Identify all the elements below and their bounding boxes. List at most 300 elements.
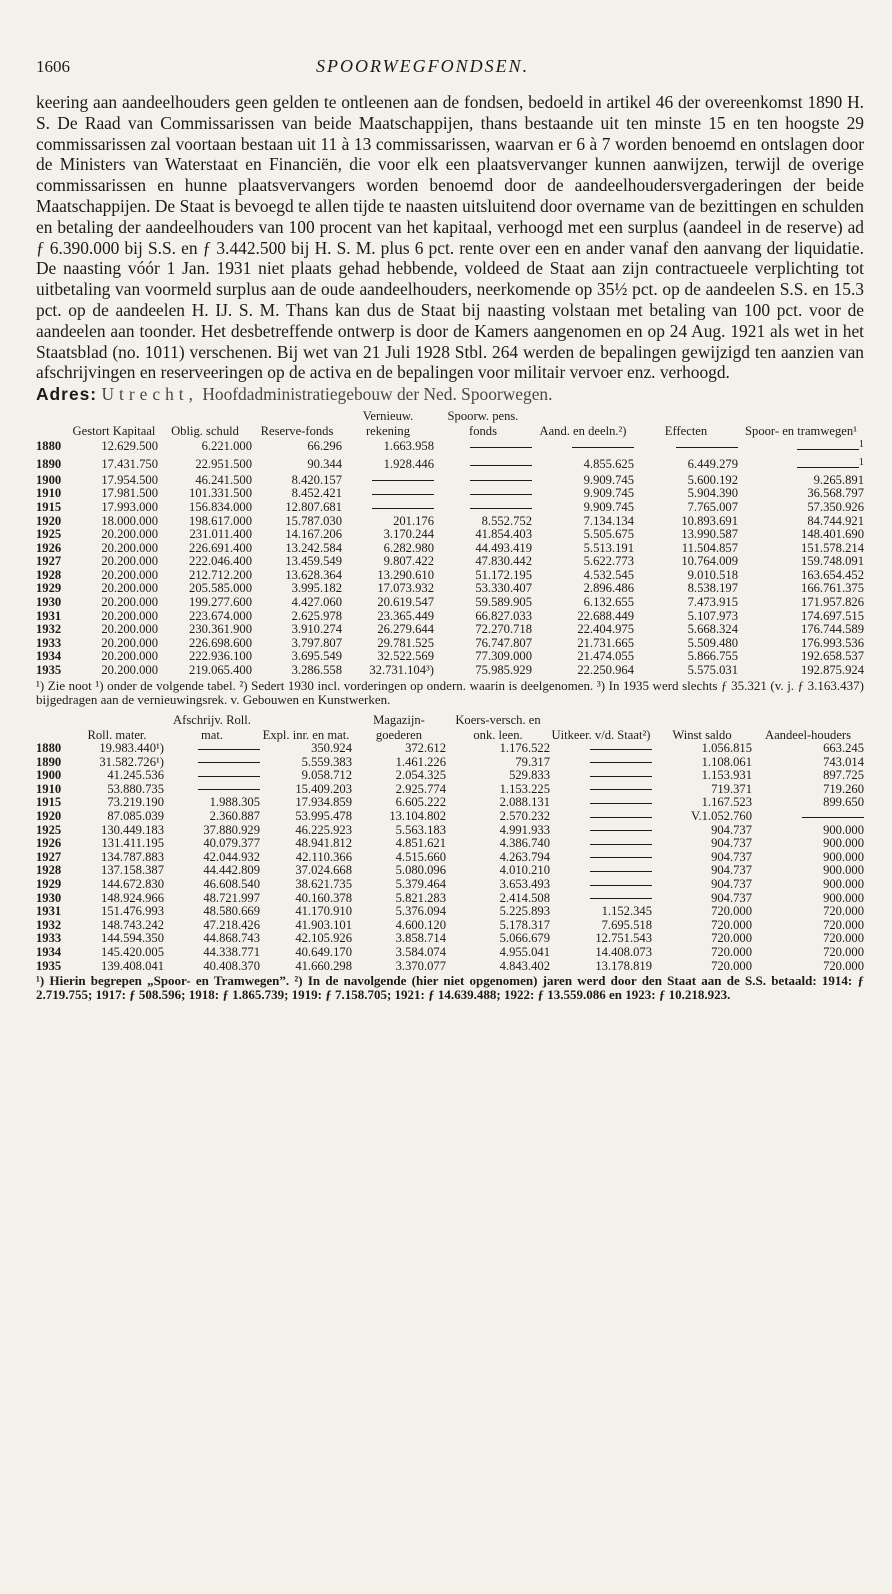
value-cell: 46.608.540 — [203, 877, 260, 891]
value-cell: 5.080.096 — [395, 864, 446, 878]
value-cell: 9.909.745 — [583, 500, 634, 514]
table-row — [36, 515, 864, 529]
table-row — [36, 474, 864, 488]
value-cell: 5.107.973 — [687, 609, 738, 623]
value-cell: 4.600.120 — [395, 918, 446, 932]
value-cell: 6.282.980 — [383, 541, 434, 555]
value-cell: 3.995.182 — [291, 582, 342, 596]
value-cell: 42.110.366 — [295, 850, 352, 864]
value-cell: 44.868.743 — [203, 932, 260, 946]
value-cell: 44.493.419 — [475, 541, 532, 555]
value-cell: 41.660.298 — [295, 959, 352, 973]
value-cell: 2.414.508 — [499, 891, 550, 905]
value-cell — [164, 756, 260, 770]
value-cell: 15.787.030 — [285, 514, 342, 528]
value-cell: 8.452.421 — [291, 487, 342, 501]
year-cell: 1880 — [36, 439, 62, 454]
empty-dash — [372, 508, 434, 509]
value-cell: 47.830.442 — [475, 555, 532, 569]
year-cell: 1930 — [36, 596, 62, 610]
value-cell: 372.612 — [405, 742, 446, 756]
value-cell: 743.014 — [823, 755, 864, 769]
value-cell: 17.431.750 — [101, 457, 158, 472]
table-row — [36, 438, 864, 456]
value-cell: 22.951.500 — [195, 457, 252, 472]
empty-dash — [676, 447, 738, 448]
value-cell: 899.650 — [823, 796, 864, 810]
value-cell: 2.360.887 — [209, 810, 260, 823]
table-row — [36, 756, 864, 770]
value-cell: 720.000 — [711, 905, 752, 919]
value-cell: 198.617.000 — [189, 514, 252, 528]
value-cell — [550, 783, 652, 797]
empty-dash — [198, 776, 260, 777]
table-row — [36, 623, 864, 637]
value-cell — [550, 864, 652, 878]
value-cell: 20.200.000 — [101, 568, 158, 582]
value-cell: 151.476.993 — [101, 905, 164, 919]
value-cell: 151.578.214 — [801, 541, 864, 555]
value-cell: 222.046.400 — [189, 555, 252, 569]
value-cell: 20.619.547 — [377, 596, 434, 610]
value-cell: 350.924 — [311, 742, 352, 756]
value-cell: 192.875.924 — [801, 664, 864, 678]
value-cell: 76.747.807 — [475, 636, 532, 650]
empty-dash — [590, 844, 652, 845]
value-cell: 231.011.400 — [189, 528, 252, 542]
value-cell: 13.242.584 — [285, 541, 342, 555]
value-cell: 1.153.225 — [499, 782, 550, 796]
year-cell: 1890 — [36, 755, 62, 769]
value-cell: 20.200.000 — [101, 582, 158, 596]
value-cell: 130.449.183 — [101, 823, 164, 837]
value-cell: 904.737 — [711, 823, 752, 837]
value-cell: 48.721.997 — [203, 891, 260, 905]
table2-column-header — [36, 713, 70, 742]
year-cell: 1933 — [36, 932, 62, 946]
table1-column-header: Spoorw. pens. fonds — [447, 409, 519, 438]
table-row — [36, 824, 864, 838]
value-cell — [550, 742, 652, 756]
value-cell: 20.200.000 — [101, 596, 158, 610]
value-cell: 6.449.279 — [687, 457, 738, 472]
value-cell: 720.000 — [823, 959, 864, 973]
value-cell: 900.000 — [823, 864, 864, 878]
value-cell: 5.505.675 — [583, 528, 634, 542]
value-cell: 900.000 — [823, 823, 864, 837]
value-cell: 59.589.905 — [475, 596, 532, 610]
value-cell: 4.532.545 — [583, 568, 634, 582]
value-cell: 12.807.681 — [285, 500, 342, 514]
year-cell: 1890 — [36, 457, 62, 472]
value-cell — [550, 892, 652, 906]
year-cell: 1910 — [36, 487, 62, 501]
empty-dash — [590, 817, 652, 818]
value-cell: 7.695.518 — [601, 918, 652, 932]
value-cell: 4.386.740 — [499, 837, 550, 851]
value-cell: 22.250.964 — [577, 664, 634, 678]
value-cell: 1.108.061 — [701, 755, 752, 769]
value-cell: 212.712.200 — [189, 568, 252, 582]
value-cell: 20.200.000 — [101, 650, 158, 664]
value-cell: 20.200.000 — [101, 664, 158, 678]
value-cell: 87.085.039 — [107, 810, 164, 823]
table-row — [36, 555, 864, 569]
value-cell — [164, 742, 260, 756]
value-cell — [550, 878, 652, 892]
footnote-mark: 1 — [858, 456, 864, 468]
empty-dash — [470, 508, 532, 509]
value-cell: 171.957.826 — [801, 596, 864, 610]
value-cell — [738, 456, 864, 474]
table1-column-header: Aand. en deeln.²) — [539, 423, 627, 438]
value-cell: 13.290.610 — [377, 568, 434, 582]
value-cell: 29.781.525 — [377, 636, 434, 650]
value-cell: 205.585.000 — [189, 582, 252, 596]
value-cell: 720.000 — [823, 932, 864, 946]
table1-column-header: Spoor- en tramwegen¹ — [745, 423, 857, 438]
value-cell: 6.605.222 — [395, 796, 446, 810]
value-cell: 53.995.478 — [295, 810, 352, 823]
table2-column-header: Koers-versch. en onk. leen. — [455, 713, 541, 742]
table1-column-header: Reserve-fonds — [260, 423, 334, 438]
results-table — [36, 713, 864, 973]
empty-dash — [372, 494, 434, 495]
value-cell — [342, 474, 434, 488]
value-cell — [342, 487, 434, 501]
balance-table — [36, 409, 864, 677]
value-cell: 53.880.735 — [107, 782, 164, 796]
table-row — [36, 664, 864, 678]
table2-column-header: Aandeel-houders — [764, 727, 852, 742]
value-cell: 10.764.009 — [681, 555, 738, 569]
value-cell: 8.420.157 — [291, 473, 342, 487]
value-cell: 40.408.370 — [203, 959, 260, 973]
value-cell: 719.260 — [823, 782, 864, 796]
value-cell: 41.170.910 — [295, 905, 352, 919]
value-cell: 42.105.926 — [295, 932, 352, 946]
table-row — [36, 851, 864, 865]
value-cell: 199.277.600 — [189, 596, 252, 610]
value-cell: 2.925.774 — [395, 782, 446, 796]
value-cell: 9.909.745 — [583, 473, 634, 487]
table-row — [36, 810, 864, 824]
value-cell: 1.988.305 — [209, 796, 260, 810]
year-cell: 1935 — [36, 664, 62, 678]
empty-dash — [198, 789, 260, 790]
value-cell: 201.176 — [393, 514, 434, 528]
value-cell: 20.200.000 — [101, 528, 158, 542]
value-cell: 720.000 — [711, 932, 752, 946]
value-cell: 12.751.543 — [595, 932, 652, 946]
value-cell: 26.279.644 — [377, 623, 434, 637]
table-row — [36, 596, 864, 610]
value-cell: 148.924.966 — [101, 891, 164, 905]
value-cell: 719.371 — [711, 782, 752, 796]
value-cell — [434, 474, 532, 488]
value-cell: 15.409.203 — [295, 782, 352, 796]
table-row — [36, 528, 864, 542]
value-cell — [752, 810, 864, 824]
value-cell: 53.330.407 — [475, 582, 532, 596]
value-cell: 5.559.383 — [301, 755, 352, 769]
value-cell: 145.420.005 — [101, 945, 164, 959]
value-cell: 144.672.830 — [101, 877, 164, 891]
value-cell: 904.737 — [711, 864, 752, 878]
value-cell: 101.331.500 — [189, 487, 252, 501]
table1-column-header: Gestort Kapitaal — [72, 423, 156, 438]
year-cell: 1934 — [36, 650, 62, 664]
value-cell: 900.000 — [823, 877, 864, 891]
value-cell: 176.744.589 — [801, 623, 864, 637]
table-row — [36, 946, 864, 960]
year-cell: 1920 — [36, 514, 62, 528]
value-cell: 5.563.183 — [395, 823, 446, 837]
value-cell: 77.309.000 — [475, 650, 532, 664]
value-cell: 4.427.060 — [291, 596, 342, 610]
value-cell — [342, 501, 434, 515]
value-cell — [550, 824, 652, 838]
value-cell: 4.855.625 — [583, 457, 634, 472]
table-row — [36, 487, 864, 501]
value-cell — [738, 438, 864, 456]
running-title: SPOORWEGFONDSEN. — [316, 56, 530, 76]
value-cell: 8.552.752 — [481, 514, 532, 528]
value-cell: 663.245 — [823, 742, 864, 756]
empty-dash — [470, 447, 532, 448]
value-cell: 5.225.893 — [499, 905, 550, 919]
value-cell: 4.843.402 — [499, 959, 550, 973]
value-cell: 3.170.244 — [383, 528, 434, 542]
value-cell: 900.000 — [823, 891, 864, 905]
table-row — [36, 769, 864, 783]
year-cell: 1934 — [36, 945, 62, 959]
value-cell — [550, 769, 652, 783]
value-cell: 897.725 — [823, 769, 864, 783]
value-cell — [532, 438, 634, 456]
address-city: Utrecht, — [101, 384, 198, 405]
value-cell: 3.695.549 — [291, 650, 342, 664]
table-row — [36, 456, 864, 474]
value-cell: 6.132.655 — [583, 596, 634, 610]
table-row — [36, 919, 864, 933]
value-cell: 159.748.091 — [801, 555, 864, 569]
value-cell: 2.625.978 — [291, 609, 342, 623]
value-cell: 47.218.426 — [203, 918, 260, 932]
year-cell: 1925 — [36, 823, 62, 837]
year-cell: 1910 — [36, 782, 62, 796]
empty-dash — [470, 480, 532, 481]
value-cell: 223.674.000 — [189, 609, 252, 623]
value-cell: 2.054.325 — [395, 769, 446, 783]
value-cell: 5.513.191 — [583, 541, 634, 555]
value-cell: 8.538.197 — [687, 582, 738, 596]
year-cell: 1900 — [36, 473, 62, 487]
value-cell: 720.000 — [711, 959, 752, 973]
value-cell: 1.056.815 — [701, 742, 752, 756]
address-line — [36, 383, 864, 405]
year-cell: 1928 — [36, 864, 62, 878]
value-cell: 5.376.094 — [395, 905, 446, 919]
table-row — [36, 542, 864, 556]
value-cell: 5.178.317 — [499, 918, 550, 932]
value-cell: 720.000 — [711, 945, 752, 959]
value-cell: 37.880.929 — [203, 823, 260, 837]
value-cell — [550, 756, 652, 770]
value-cell: 44.338.771 — [203, 945, 260, 959]
year-cell: 1900 — [36, 769, 62, 783]
empty-dash — [470, 465, 532, 466]
value-cell: 57.350.926 — [807, 500, 864, 514]
table2-column-header: Afschrijv. Roll. mat. — [173, 713, 251, 742]
value-cell: 17.954.500 — [101, 473, 158, 487]
value-cell: 13.459.549 — [285, 555, 342, 569]
value-cell: 51.172.195 — [475, 568, 532, 582]
value-cell: 174.697.515 — [801, 609, 864, 623]
table-row — [36, 501, 864, 515]
value-cell: 41.903.101 — [295, 918, 352, 932]
value-cell: V.1.052.760 — [691, 810, 752, 823]
value-cell: 9.909.745 — [583, 487, 634, 501]
value-cell: 20.200.000 — [101, 555, 158, 569]
value-cell: 73.219.190 — [107, 796, 164, 810]
value-cell: 40.160.378 — [295, 891, 352, 905]
empty-dash — [590, 776, 652, 777]
value-cell: 5.379.464 — [395, 877, 446, 891]
value-cell: 5.866.755 — [687, 650, 738, 664]
value-cell: 18.000.000 — [101, 514, 158, 528]
value-cell: 20.200.000 — [101, 609, 158, 623]
value-cell: 72.270.718 — [475, 623, 532, 637]
value-cell: 5.622.773 — [583, 555, 634, 569]
page-number: 1606 — [36, 57, 70, 76]
value-cell: 176.993.536 — [801, 636, 864, 650]
year-cell: 1932 — [36, 623, 62, 637]
empty-dash — [590, 762, 652, 763]
year-cell: 1929 — [36, 877, 62, 891]
value-cell: 17.981.500 — [101, 487, 158, 501]
value-cell: 5.904.390 — [687, 487, 738, 501]
value-cell: 46.225.923 — [295, 823, 352, 837]
value-cell: 14.408.073 — [595, 945, 652, 959]
value-cell — [434, 487, 532, 501]
empty-dash — [198, 762, 260, 763]
value-cell — [164, 769, 260, 783]
value-cell: 1.167.523 — [701, 796, 752, 810]
value-cell: 44.442.809 — [203, 864, 260, 878]
year-cell: 1927 — [36, 850, 62, 864]
value-cell — [550, 810, 652, 824]
value-cell — [550, 796, 652, 810]
empty-dash — [470, 494, 532, 495]
value-cell: 4.515.660 — [395, 850, 446, 864]
value-cell: 12.629.500 — [101, 439, 158, 454]
year-cell: 1930 — [36, 891, 62, 905]
value-cell: 226.691.400 — [189, 541, 252, 555]
value-cell: 1.461.226 — [395, 755, 446, 769]
value-cell: 9.807.422 — [383, 555, 434, 569]
table-row — [36, 796, 864, 810]
year-cell: 1926 — [36, 541, 62, 555]
value-cell: 23.365.449 — [377, 609, 434, 623]
value-cell: 192.658.537 — [801, 650, 864, 664]
value-cell: 3.858.714 — [395, 932, 446, 946]
table-row — [36, 742, 864, 756]
empty-dash — [590, 857, 652, 858]
value-cell: 46.241.500 — [195, 473, 252, 487]
value-cell: 32.522.569 — [377, 650, 434, 664]
value-cell: 5.600.192 — [687, 473, 738, 487]
value-cell: 14.167.206 — [285, 528, 342, 542]
table2-column-header: Roll. mater. — [87, 727, 147, 742]
year-cell: 1915 — [36, 796, 62, 810]
value-cell: 37.024.668 — [295, 864, 352, 878]
table2-column-header: Magazijn-goederen — [373, 713, 425, 742]
value-cell: 156.834.000 — [189, 500, 252, 514]
year-cell: 1932 — [36, 918, 62, 932]
value-cell: 13.178.819 — [595, 959, 652, 973]
value-cell — [434, 438, 532, 456]
table-row — [36, 650, 864, 664]
value-cell: 90.344 — [307, 457, 342, 472]
value-cell: 134.787.883 — [101, 850, 164, 864]
value-cell: 4.991.933 — [499, 823, 550, 837]
value-cell: 5.066.679 — [499, 932, 550, 946]
year-cell: 1935 — [36, 959, 62, 973]
year-cell: 1927 — [36, 555, 62, 569]
table-row — [36, 960, 864, 974]
value-cell: 21.731.665 — [577, 636, 634, 650]
table-row — [36, 837, 864, 851]
value-cell: 5.575.031 — [687, 664, 738, 678]
value-cell: 9.058.712 — [301, 769, 352, 783]
value-cell: 48.941.812 — [295, 837, 352, 851]
value-cell: 4.851.621 — [395, 837, 446, 851]
empty-dash — [590, 885, 652, 886]
value-cell: 22.688.449 — [577, 609, 634, 623]
year-cell: 1920 — [36, 810, 62, 823]
value-cell: 166.761.375 — [801, 582, 864, 596]
value-cell — [434, 501, 532, 515]
value-cell: 137.158.387 — [101, 864, 164, 878]
table-row — [36, 878, 864, 892]
value-cell: 38.621.735 — [295, 877, 352, 891]
value-cell: 222.936.100 — [189, 650, 252, 664]
year-cell: 1928 — [36, 568, 62, 582]
address-rest: Hoofdadministratiegebouw der Ned. Spoorwegen. — [202, 384, 553, 405]
value-cell: 48.580.669 — [203, 905, 260, 919]
empty-dash — [372, 480, 434, 481]
empty-dash — [590, 749, 652, 750]
value-cell: 148.743.242 — [101, 918, 164, 932]
value-cell: 31.582.726¹) — [99, 755, 164, 769]
value-cell: 22.404.975 — [577, 623, 634, 637]
value-cell: 1.663.958 — [383, 439, 434, 454]
value-cell: 13.628.364 — [285, 568, 342, 582]
value-cell: 5.821.283 — [395, 891, 446, 905]
empty-dash — [590, 871, 652, 872]
empty-dash — [590, 898, 652, 899]
year-cell: 1925 — [36, 528, 62, 542]
value-cell: 9.010.518 — [687, 568, 738, 582]
value-cell: 904.737 — [711, 850, 752, 864]
empty-dash — [572, 447, 634, 448]
page-header — [36, 56, 864, 92]
value-cell: 40.079.377 — [203, 837, 260, 851]
page — [36, 56, 864, 1009]
value-cell: 144.594.350 — [101, 932, 164, 946]
table-row — [36, 905, 864, 919]
